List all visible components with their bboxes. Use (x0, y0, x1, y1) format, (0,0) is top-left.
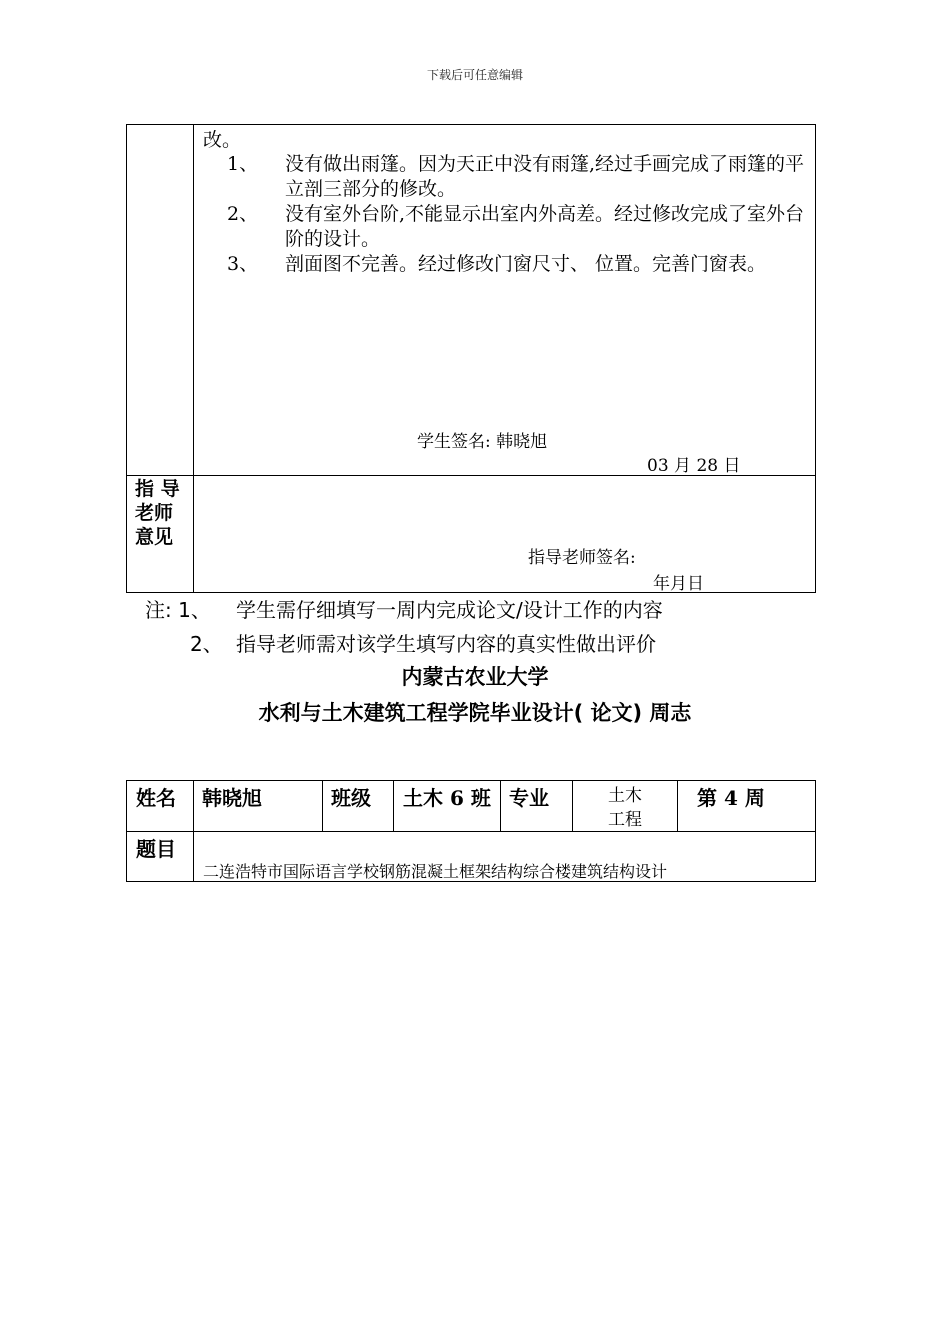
advisor-opinion-label: 指 导 老师 意见 (135, 478, 180, 548)
table-divider-vertical (193, 781, 194, 881)
class-label: 班级 (331, 786, 371, 810)
list-item (227, 152, 827, 202)
table-divider-vertical (322, 781, 323, 831)
list-item-number: 3、 (227, 253, 259, 275)
note-line-1 (145, 594, 211, 623)
name-value: 韩晓旭 (202, 786, 262, 810)
list-item-text: 剖面图不完善。经过修改门窗尺寸、 位置。完善门窗表。 (285, 253, 767, 275)
topic-value: 二连浩特市国际语言学校钢筋混凝土框架结构综合楼建筑结构设计 (203, 862, 668, 881)
table-divider-vertical (500, 781, 501, 831)
university-title: 内蒙古农业大学 (401, 665, 549, 689)
note-number: 2、 (190, 632, 223, 656)
list-item-number: 2、 (227, 203, 259, 225)
name-label: 姓名 (136, 786, 176, 810)
class-value: 土木 6 班 (403, 786, 491, 810)
student-date: 03 月 28 日 (647, 456, 741, 476)
note-prefix: 注: (145, 598, 179, 622)
list-item-number: 1、 (227, 153, 259, 175)
table-divider-vertical (677, 781, 678, 831)
student-info-table (126, 780, 816, 882)
table-divider-vertical (193, 125, 194, 592)
list-item-text: 没有做出雨篷。因为天正中没有雨篷,经过手画完成了雨篷的平立剖三部分的修改。 (285, 153, 805, 200)
page-header-note: 下载后可任意编辑 (426, 68, 523, 82)
topic-label: 题目 (136, 837, 176, 861)
journal-title: 水利与土木建筑工程学院毕业设计( 论文) 周志 (258, 701, 692, 725)
note-number: 1、 (178, 598, 211, 622)
advisor-signature: 指导老师签名: (528, 548, 636, 568)
major-value: 土木工程 (608, 786, 642, 830)
list-item (227, 252, 827, 302)
table-divider-vertical (572, 781, 573, 831)
student-signature: 学生签名: 韩晓旭 (417, 432, 548, 452)
list-item (227, 202, 827, 252)
continued-text: 改。 (203, 129, 242, 151)
table-divider-vertical (393, 781, 394, 831)
note-text-2: 指导老师需对该学生填写内容的真实性做出评价 (236, 632, 656, 656)
table-divider-horizontal (127, 831, 815, 832)
major-label: 专业 (509, 786, 549, 810)
week-number: 第 4 周 (697, 786, 765, 810)
weekly-log-table (126, 124, 816, 593)
note-text-1: 学生需仔细填写一周内完成论文/设计工作的内容 (236, 598, 663, 622)
list-item-text: 没有室外台阶,不能显示出室内外高差。经过修改完成了室外台阶的设计。 (285, 203, 805, 250)
advisor-date: 年月日 (653, 574, 704, 594)
